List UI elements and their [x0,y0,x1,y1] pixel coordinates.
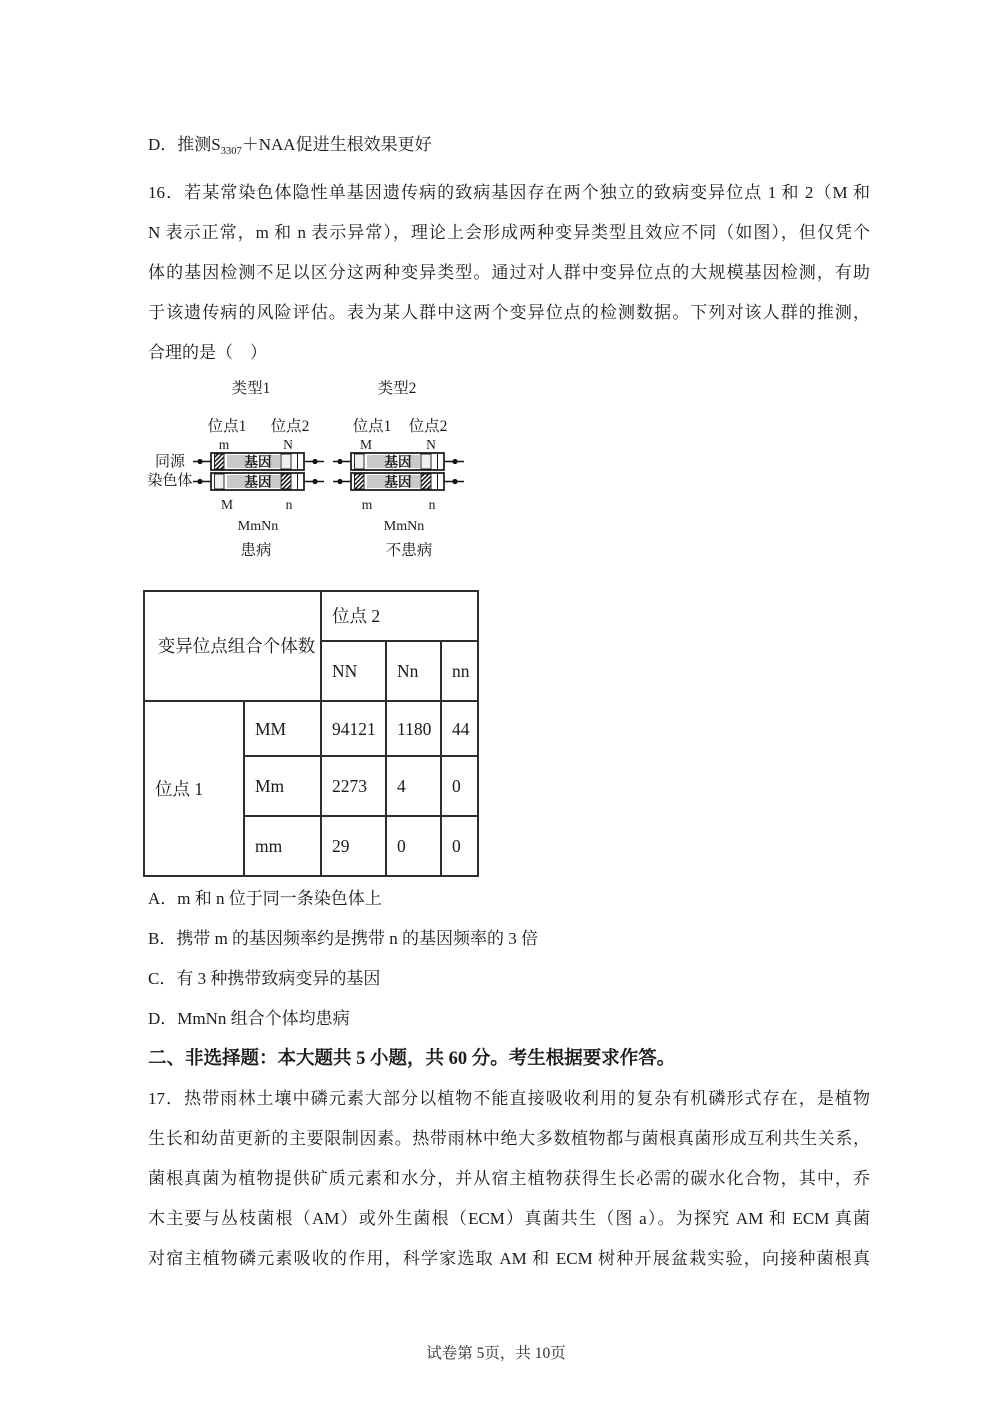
type1-title: 类型1 [231,380,271,397]
type2-title: 类型2 [377,380,417,397]
question-16-line-2: N 表示正常，m 和 n 表示异常），理论上会形成两种变异类型且效应不同（如图），但仅凭个 [148,223,870,242]
option-d-prefix: D．推测S [148,135,221,154]
section-2-header: 二、非选择题：本大题共 5 小题，共 60 分。考生根据要求作答。 [148,1049,676,1069]
question-17-line-2: 生长和幼苗更新的主要限制因素。热带雨林中绝大多数植物都与菌根真菌形成互利共生关系， [148,1129,870,1148]
table-col-header-NN: NN [321,641,386,701]
type2-bottom-site2-mutant-segment [421,474,431,489]
question-16-line-3: 体的基因检测不足以区分这两种变异类型。通过对人群中变异位点的大规模基因检测，有助 [148,263,870,282]
type2-bottom-gene-label: 基因 [384,474,412,490]
question-16-line-1: 16．若某常染色体隐性单基因遗传病的致病基因存在两个独立的致病变异位点 1 和 2（M 和 [148,183,870,202]
type2-top-site2-normal-segment [421,454,431,469]
table-row-group-header: 位点 1 [144,701,244,876]
table-row-label-Mm: Mm [244,756,321,816]
question-17-line-4: 木主要与丛枝菌根（AM）或外生菌根（ECM）真菌共生（图 a）。为探究 AM 和 ECM 真菌 [148,1209,870,1228]
homolog-label-line1: 同源 [154,454,186,470]
table-cell-Mm-nn: 0 [441,756,478,816]
type1-bottom-right-allele: n [285,497,293,512]
table-cell-mm-Nn: 0 [386,816,441,876]
table-row-label-MM: MM [244,701,321,756]
table-col-header-Nn: Nn [386,641,441,701]
type1-bottom-left-allele: M [220,497,234,512]
option-c: C．有 3 种携带致病变异的基因 [148,969,381,988]
type1-top-chromosome [193,453,324,470]
type1-status: 患病 [240,542,272,559]
type1-top-site1-mutant-segment [215,454,225,469]
type2-site1-label: 位点1 [352,418,392,435]
question-17-line-3: 菌根真菌为植物提供矿质元素和水分，并从宿主植物获得生长必需的碳水化合物，其中，乔 [148,1169,870,1188]
chromosome-diagram-svg [144,373,494,567]
option-d-subscript: 3307 [220,146,242,157]
table-row-MM [144,701,478,756]
option-d-suffix: ＋NAA促进生根效果更好 [241,135,432,154]
table-cell-mm-nn: 0 [441,816,478,876]
table-cell-Mm-Nn: 4 [386,756,441,816]
type1-site1-label: 位点1 [207,418,247,435]
question-16-line-4: 于该遗传病的风险评估。表为某人群中这两个变异位点的检测数据。下列对该人群的推测， [148,303,870,322]
question-16-stem [148,173,870,373]
question-17-line-1: 17．热带雨林土壤中磷元素大部分以植物不能直接吸收利用的复杂有机磷形式存在，是植物 [148,1089,870,1108]
table-cell-MM-Nn: 1180 [386,701,441,756]
type1-bottom-site2-mutant-segment [281,474,291,489]
type2-bottom-site1-mutant-segment [355,474,365,489]
page-content [148,125,870,1279]
type2-status: 不患病 [385,542,433,559]
type2-top-gene-label: 基因 [384,454,412,470]
type1-site2-label: 位点2 [270,418,310,435]
table-header-row-1 [144,591,478,641]
option-a: A．m 和 n 位于同一条染色体上 [148,889,382,908]
type2-site2-label: 位点2 [408,418,448,435]
type2-top-right-allele: N [426,437,436,452]
type2-genotype: MmNn [383,519,425,534]
table-cell-MM-nn: 44 [441,701,478,756]
type2-bottom-right-allele: n [428,497,436,512]
table-cell-Mm-NN: 2273 [321,756,386,816]
type1-top-left-allele: m [218,437,230,452]
variant-count-table [143,590,479,877]
type2-top-chromosome [333,453,464,470]
table-col-group-header: 位点 2 [321,591,478,641]
question-16-line-5: 合理的是（ ） [148,343,267,362]
option-d: D．MmNn 组合个体均患病 [148,1009,350,1028]
prev-question-option-d [148,125,870,165]
table-col-header-nn: nn [441,641,478,701]
homolog-label-line2: 染色体 [147,473,193,489]
option-b: B．携带 m 的基因频率约是携带 n 的基因频率的 3 倍 [148,929,539,948]
question-17-stem [148,1079,870,1279]
table-corner-header: 变异位点组合个体数 [144,591,321,701]
table-cell-mm-NN: 29 [321,816,386,876]
table-row-label-mm: mm [244,816,321,876]
type1-bottom-site1-normal-segment [215,474,225,489]
type2-bottom-left-allele: m [361,497,373,512]
type2-top-site1-normal-segment [355,454,365,469]
type1-bottom-chromosome [193,473,324,490]
question-16-options [148,879,870,1039]
question-17-line-5: 对宿主植物磷元素吸收的作用，科学家选取 AM 和 ECM 树种开展盆栽实验，向接种菌根真 [148,1249,870,1268]
variant-types-diagram [144,373,870,582]
type1-bottom-gene-label: 基因 [244,474,272,490]
type2-top-left-allele: M [359,437,373,452]
type1-top-right-allele: N [283,437,293,452]
type2-bottom-chromosome [333,473,464,490]
type1-top-site2-normal-segment [281,454,291,469]
page-footer: 试卷第 5页，共 10页 [426,1345,566,1362]
type1-top-gene-label: 基因 [244,454,272,470]
type1-genotype: MmNn [237,519,279,534]
table-cell-MM-NN: 94121 [321,701,386,756]
